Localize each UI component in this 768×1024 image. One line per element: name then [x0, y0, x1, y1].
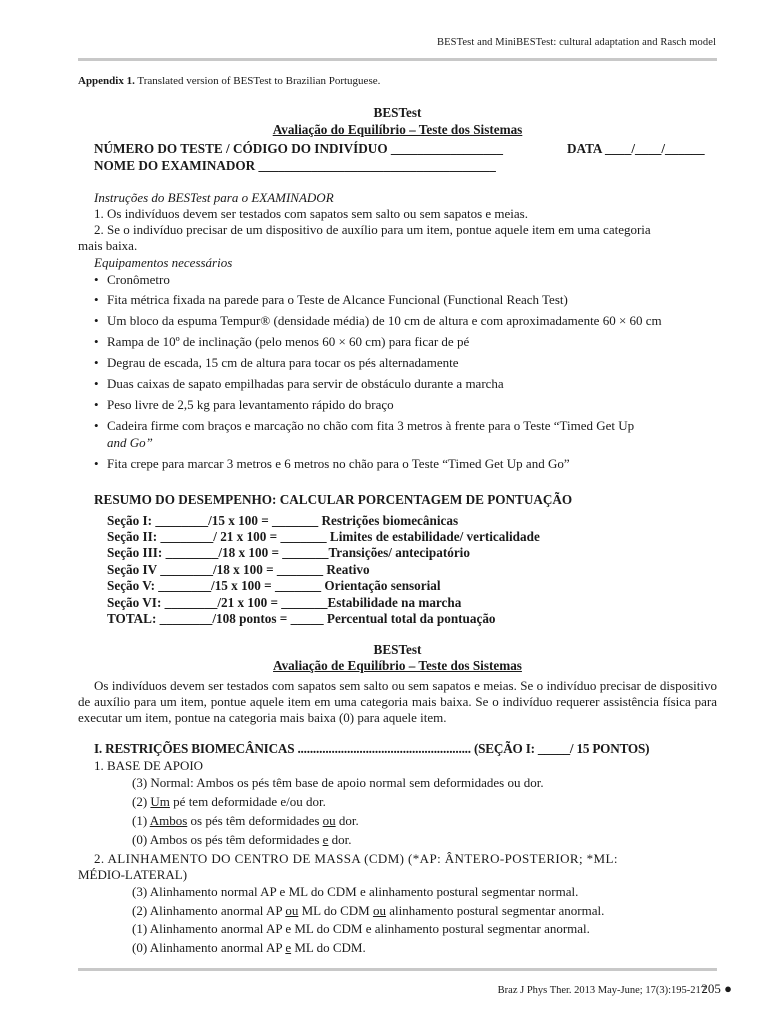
instruction-1: 1. Os indivíduos devem ser testados com sapatos sem salto ou sem sapatos e meias. — [94, 206, 528, 221]
item-2-title-cont: MÉDIO-LATERAL) — [78, 867, 188, 882]
form-subtitle: Avaliação do Equilíbrio – Teste dos Sistemas — [272, 122, 523, 137]
total-score-row: TOTAL: ________/108 pontos = _____ Percentual total da pontuação — [107, 611, 496, 626]
test-number-field: NÚMERO DO TESTE / CÓDIGO DO INDIVÍDUO _________________ — [94, 141, 503, 156]
running-header: BESTest and MiniBESTest: cultural adaptation and Rasch model — [437, 37, 716, 48]
item-1-title: 1. BASE DE APOIO — [94, 758, 204, 773]
item-1-option-2: (2) Um pé tem deformidade e/ou dor. — [132, 794, 326, 809]
item-2-option-2: (2) Alinhamento anormal AP ou ML do CDM ou alinhamento postural segmentar anormal. — [132, 903, 605, 918]
item-2-title: 2. ALINHAMENTO DO CENTRO DE MASSA (CDM) (*AP: ÂNTERO-POSTERIOR; *ML: — [94, 851, 618, 866]
header-rule — [78, 58, 717, 61]
instruction-2-cont: mais baixa. — [78, 238, 138, 253]
appendix-text: Translated version of BESTest to Brazilian Portuguese. — [137, 75, 381, 87]
journal-citation: Braz J Phys Ther. 2013 May-June; 17(3):195-217 — [497, 985, 706, 996]
item-2-option-0: (0) Alinhamento anormal AP e ML do CDM. — [132, 940, 366, 955]
examiner-field: NOME DO EXAMINADOR ____________________________________ — [94, 158, 496, 173]
item-1-option-3: (3) Normal: Ambos os pés têm base de apoio normal sem deformidades ou dor. — [132, 775, 544, 790]
item-1-option-0: (0) Ambos os pés têm deformidades e dor. — [132, 832, 352, 847]
appendix-label: Appendix 1. — [78, 75, 135, 87]
section-score-row: Seção III: ________/18 x 100 = _______Transições/ antecipatório — [107, 545, 470, 560]
footer-rule — [78, 968, 717, 971]
form-title: BESTest — [373, 105, 422, 120]
section-score-row: Seção V: ________/15 x 100 = _______ Orientação sensorial — [107, 578, 441, 593]
date-field: DATA ____/____/______ — [567, 141, 705, 156]
item-1-option-1: (1) Ambos os pés têm deformidades ou dor. — [132, 813, 359, 828]
item-2-option-3: (3) Alinhamento normal AP e ML do CDM e alinhamento postural segmentar normal. — [132, 884, 579, 899]
bullet-icon: ● — [724, 981, 732, 996]
section-score-row: Seção II: ________/ 21 x 100 = _______ Limites de estabilidade/ verticalidade — [107, 529, 540, 544]
section-score-row: Seção VI: ________/21 x 100 = _______Estabilidade na marcha — [107, 595, 462, 610]
general-instructions: Os indivíduos devem ser testados com sapatos sem salto ou sem sapatos e meias. Se o indivíduo precisar de dispositivo de auxílio para um item, pontue aquele item em uma categoria mais baixa. Se o indivíduo requerer assistência física para executar um item, pontue na categoria mais baixa (0) para aquele item. — [78, 678, 717, 725]
section-score-row: Seção I: ________/15 x 100 = _______ Restrições biomecânicas — [107, 513, 459, 528]
appendix-caption — [78, 75, 380, 87]
item-2-option-1: (1) Alinhamento anormal AP e ML do CDM e alinhamento postural segmentar anormal. — [132, 921, 590, 936]
form-title-2: BESTest — [373, 642, 422, 657]
instructions-heading: Instruções do BESTest para o EXAMINADOR — [94, 190, 334, 205]
section-1-heading: I. RESTRIÇÕES BIOMECÂNICAS ........................................................ (SEÇÃO I: _____/ 15 PONTOS) — [94, 741, 650, 756]
section-score-row: Seção IV ________/18 x 100 = _______ Reativo — [107, 562, 370, 577]
page-number: 205 ● — [701, 981, 732, 996]
instruction-2: 2. Se o indivíduo precisar de um dispositivo de auxílio para um item, pontue aquele item em uma categoria — [94, 222, 651, 237]
summary-heading: RESUMO DO DESEMPENHO: CALCULAR PORCENTAGEM DE PONTUAÇÃO — [94, 492, 573, 507]
equipment-heading: Equipamentos necessários — [94, 255, 233, 270]
form-subtitle-2: Avaliação de Equilíbrio – Teste dos Sistemas — [273, 658, 522, 673]
